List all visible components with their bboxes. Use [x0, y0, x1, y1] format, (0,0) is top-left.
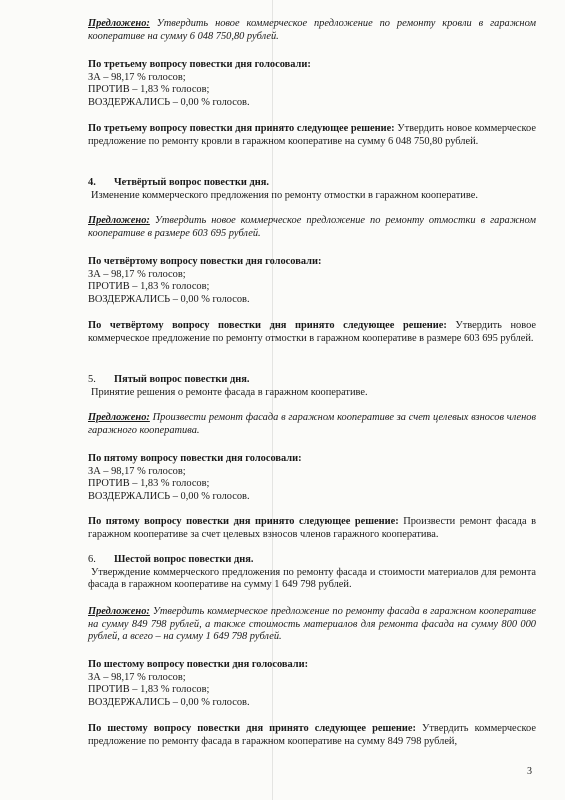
q5-subject: Принятие решения о ремонте фасада в гаражном кооперативе. — [91, 386, 368, 398]
q4-decision-label: По четвёртому вопросу повестки дня принято следующее решение: — [88, 320, 447, 331]
q6-subject: Утверждение коммерческого предложения по ремонту фасада и стоимости материалов для ремонта фасада в гаражном кооперативе на сумму 1 649 798 рублей. — [88, 566, 536, 591]
q6-proposal-text: Утвердить коммерческое предложение по ремонту фасада в гаражном кооперативе на сумму 849 798 рублей, а также стоимость материалов для ремонта фасада на сумму 800 000 рублей, а всего – на сумму 1 649 798 рублей. — [88, 606, 536, 643]
q5-number: 5. — [88, 374, 96, 385]
q3-vote-heading: По третьему вопросу повестки дня голосовали: — [88, 59, 311, 70]
q4-vote-heading: По четвёртому вопросу повестки дня голосовали: — [88, 256, 322, 267]
q4-vote-against: ПРОТИВ – 1,83 % голосов; — [88, 281, 210, 293]
q4-heading — [88, 177, 536, 202]
q6-decision-text: Утвердить коммерческое предложение по ремонту фасада в гаражном кооперативе на сумму 849 798 рублей, — [88, 723, 536, 747]
q5-heading — [88, 374, 536, 399]
q3-decision-label: По третьему вопросу повестки дня принято следующее решение: — [88, 123, 395, 134]
q6-heading — [88, 554, 536, 592]
q4-title-line — [88, 177, 536, 190]
q4-subject: Изменение коммерческого предложения по ремонту отмостки в гаражном кооперативе. — [91, 189, 478, 201]
q4-proposal-text: Утвердить новое коммерческое предложение по ремонту отмостки в гаражном кооперативе в размере 603 695 рублей. — [88, 215, 536, 239]
q4-vote-block — [88, 256, 536, 306]
q3-vote-for: ЗА – 98,17 % голосов; — [88, 71, 186, 83]
q6-title-line — [88, 554, 536, 567]
q6-decision — [88, 723, 536, 748]
q5-decision-text: Произвести ремонт фасада в гаражном кооперативе за счет целевых взносов членов гаражного кооператива. — [88, 516, 537, 540]
q3-proposal-label: Предложено: — [88, 18, 150, 29]
q5-proposal-label: Предложено: — [88, 412, 150, 423]
page-number: 3 — [527, 766, 532, 777]
q6-vote-heading: По шестому вопросу повестки дня голосовали: — [88, 659, 309, 670]
q5-vote-heading: По пятому вопросу повестки дня голосовали: — [88, 453, 302, 464]
q6-proposal — [88, 606, 536, 644]
q3-vote-abstain: ВОЗДЕРЖАЛИСЬ – 0,00 % голосов. — [88, 96, 250, 108]
q4-vote-abstain: ВОЗДЕРЖАЛИСЬ – 0,00 % голосов. — [88, 293, 250, 305]
q4-proposal-label: Предложено: — [88, 215, 150, 226]
q6-title: Шестой вопрос повестки дня. — [113, 554, 254, 565]
q6-decision-label: По шестому вопросу повестки дня принято следующее решение: — [88, 723, 416, 734]
q4-number: 4. — [88, 177, 96, 188]
q5-vote-against: ПРОТИВ – 1,83 % голосов; — [88, 478, 210, 490]
q5-vote-block — [88, 453, 536, 503]
q6-number: 6. — [88, 554, 96, 565]
q6-proposal-label: Предложено: — [88, 606, 150, 617]
q6-vote-for: ЗА – 98,17 % голосов; — [88, 671, 186, 683]
q5-decision — [88, 516, 536, 541]
q5-proposal — [88, 412, 536, 437]
q4-decision — [88, 320, 536, 345]
q3-proposal-text: Утвердить новое коммерческое предложение по ремонту кровли в гаражном кооперативе на сумму 6 048 750,80 рублей. — [88, 18, 536, 42]
q3-proposal — [88, 18, 536, 43]
q6-vote-against: ПРОТИВ – 1,83 % голосов; — [88, 684, 210, 696]
q3-vote-against: ПРОТИВ – 1,83 % голосов; — [88, 84, 210, 96]
q5-vote-abstain: ВОЗДЕРЖАЛИСЬ – 0,00 % голосов. — [88, 490, 250, 502]
q5-proposal-text: Произвести ремонт фасада в гаражном кооперативе за счет целевых взносов членов гаражного кооператива. — [88, 412, 536, 436]
q4-proposal — [88, 215, 536, 240]
q6-vote-abstain: ВОЗДЕРЖАЛИСЬ – 0,00 % голосов. — [88, 696, 250, 708]
q6-vote-block — [88, 659, 536, 709]
q5-decision-label: По пятому вопросу повестки дня принято следующее решение: — [88, 516, 399, 527]
q4-decision-text: Утвердить новое коммерческое предложение по ремонту отмостки в гаражном кооперативе в размере 603 695 рублей. — [88, 320, 537, 344]
q5-title-line — [88, 374, 536, 387]
q3-vote-block — [88, 59, 536, 109]
q3-decision-text: Утвердить новое коммерческое предложение по ремонту кровли в гаражном кооперативе на сумму 6 048 750,80 рублей. — [88, 123, 536, 147]
q4-vote-for: ЗА – 98,17 % голосов; — [88, 268, 186, 280]
q5-title: Пятый вопрос повестки дня. — [113, 374, 250, 385]
q4-title: Четвёртый вопрос повестки дня. — [113, 177, 269, 188]
q5-vote-for: ЗА – 98,17 % голосов; — [88, 465, 186, 477]
q3-decision — [88, 123, 536, 148]
